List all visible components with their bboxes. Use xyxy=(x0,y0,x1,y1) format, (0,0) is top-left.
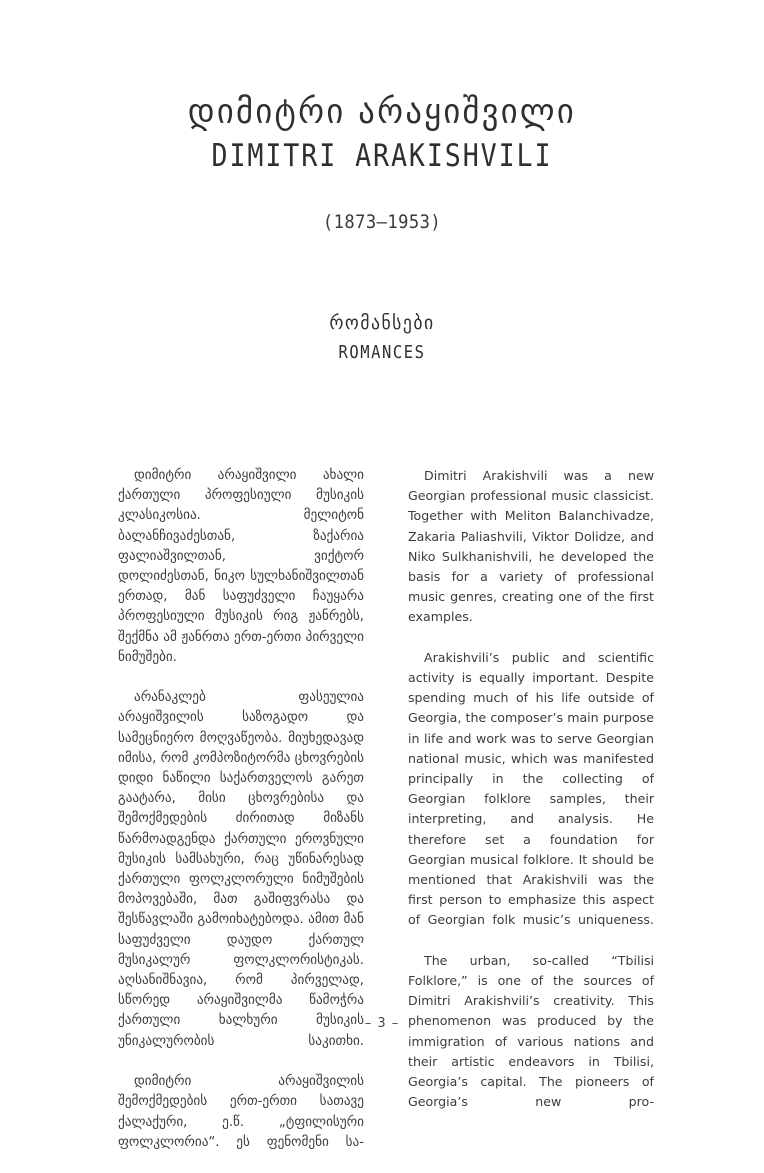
paragraph-ka-2: არანაკლებ ფასეულია არაყიშვილის საზოგადო და სამეცნიერო მოღვაწეობა. მიუხედავად იმისა, რომ კომპოზიტორმა ცხოვრების დიდი ნაწილი საქართველოს გარეთ გაატარა, მისი ცხოვრებისა და შემოქმედების ძირითად მიზანს წარმოადგენდა ქართული ეროვნული მუსიკის სამსახური, რაც უწინარესად ქართული ფოლკლორული ნიმუშების მოპოვებაში, მათ გაშიფვრასა და შესწავლაში გამოიხატებოდა. ამით მან საფუძველი დაუდო ქართულ მუსიკალურ ფოლკლორისტიკას. აღსანიშნავია, რომ პირველად, სწორედ არაყიშვილმა წამოჭრა ქართული ხალხური მუსიკის უნიკალურობის საკითხი. xyxy=(118,690,364,1049)
section-heading-georgian: რომანსები xyxy=(329,312,435,334)
title-block xyxy=(0,92,764,233)
page-title-latin: DIMITRI ARAKISHVILI xyxy=(211,138,553,175)
life-dates: (1873–1953) xyxy=(322,210,442,233)
page-number: – 3 – xyxy=(364,1016,400,1031)
section-heading-english: ROMANCES xyxy=(338,342,426,363)
column-english xyxy=(408,466,654,1173)
column-georgian xyxy=(118,466,364,1173)
paragraph-en-1: Dimitri Arakishvili was a new Georgian professional music classicist. Together with Meliton Balanchivadze, Zakaria Paliashvili, Viktor Dolidze, and Niko Sulkhanishvili, he developed the basis for a variety of professional music genres, creating one of the first examples. xyxy=(408,468,654,625)
paragraph-en-3: The urban, so-called “Tbilisi Folklore,” is one of the sources of Dimitri Arakishvili’s creativity. This phenomenon was produced by the immigration of various nations and their artistic endeavors in Tbilisi, Georgia’s capital. The pioneers of Georgia’s new pro- xyxy=(408,952,654,1110)
paragraph-ka-3: დიმიტრი არაყიშვილის შემოქმედების ერთ-ერთი სათავე ქალაქური, ე.წ. „ტფილისური ფოლკლორია“. ეს ფენომენი სა- xyxy=(118,1074,364,1150)
page-title-georgian: დიმიტრი არაყიშვილი xyxy=(187,92,577,132)
body-columns xyxy=(118,466,655,1173)
paragraph-ka-1: დიმიტრი არაყიშვილი ახალი ქართული პროფესიული მუსიკის კლასიკოსია. მელიტონ ბალანჩივაძესთან, ზაქარია ფალიაშვილთან, ვიქტორ დოლიძესთან, ნიკო სულხანიშვილთან ერთად, მან საფუძველი ჩაუყარა პროფესიული მუსიკის რიგ ჟანრებს, შექმნა ამ ჟანრთა ერთ-ერთი პირველი ნიმუშები. xyxy=(118,468,364,665)
section-heading xyxy=(0,312,764,363)
paragraph-en-2: Arakishvili’s public and scientific activity is equally important. Despite spending much of his life outside of Georgia, the composer’s main purpose in life and work was to serve Georgian national music, which was manifested principally in the collecting of Georgian folklore samples, their interpreting, and analysis. He therefore set a foundation for Georgian musical folklore. It should be mentioned that Arakishvili was the first person to emphasize this aspect of Georgian folk music’s uniqueness. xyxy=(408,649,654,928)
